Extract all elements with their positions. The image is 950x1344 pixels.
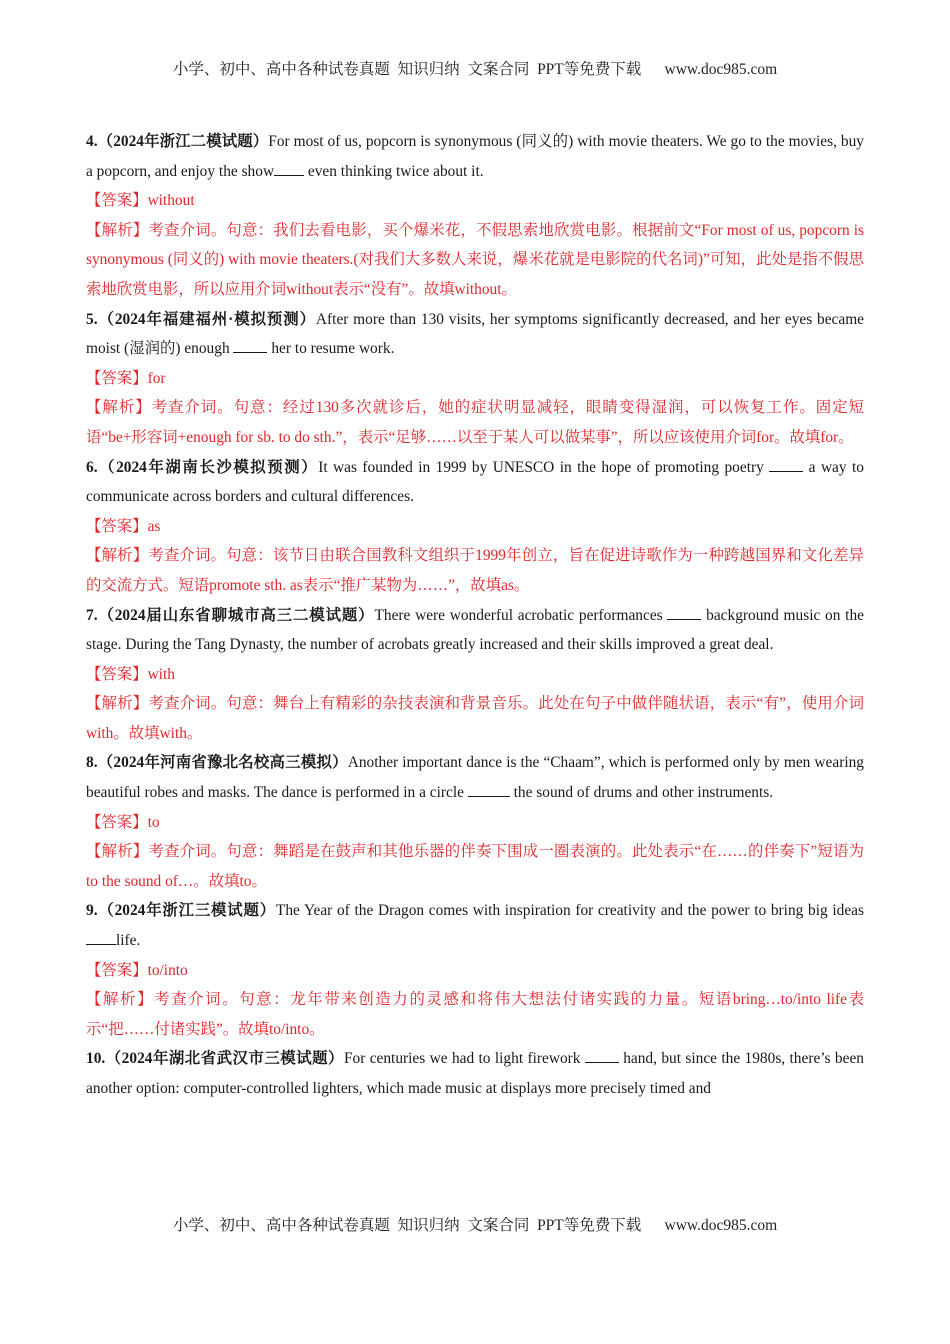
answer: 【答案】without [86,192,195,210]
question-text: hand, but since the 1980s, there’s been another option: computer-controlled lighters, which made music at displays more precisely timed and [86,1050,864,1097]
explanation: 【解析】考查介词。句意：该节日由联合国教科文组织于1999年创立，旨在促进诗歌作为一种跨越国界和文化差异的交流方式。短语promote sth. as表示“推广某物为……”，故填as。 [86,547,864,594]
question-tag: 5.（2024年福建福州·模拟预测） [86,310,316,328]
page-header: 小学、初中、高中各种试卷真题 知识归纳 文案合同 PPT等免费下载 www.doc985.com [172,61,778,78]
question-text: Another important dance is the “Chaam”, which is performed only by men wearing beautiful robes and masks. The dance is performed in a circle [86,754,865,802]
question-list [86,127,864,1104]
question-tag: 8.（2024年河南省豫北名校高三模拟） [86,754,348,772]
question-5 [86,305,864,364]
page-footer: 小学、初中、高中各种试卷真题 知识归纳 文案合同 PPT等免费下载 www.doc985.com [172,1217,778,1234]
question-text: It was founded in 1999 by UNESCO in the hope of promoting poetry [318,458,770,476]
answer: 【答案】for [86,369,166,387]
question-text: background music on the stage. During the Tang Dynasty, the number of acrobats greatly increased and their skills improved a great deal. [86,606,864,654]
answer: 【答案】to [86,813,160,831]
question-text: a way to communicate across borders and cultural differences. [86,458,864,506]
question-7 [86,601,864,660]
question-text: After more than 130 visits, her symptoms significantly decreased, and her eyes became moist (湿润的) enough [86,310,864,358]
explanation: 【解析】考查介词。句意：龙年带来创造力的灵感和将伟大想法付诸实践的力量。短语bring…to/into life表示“把……付诸实践”。故填to/into。 [86,991,864,1038]
question-4 [86,127,864,186]
question-tag: 9.（2024年浙江三模试题） [86,902,276,920]
question-text: For most of us, popcorn is synonymous (同义的) with movie theaters. We go to the movies, buy a popcorn, and enjoy the show [86,133,864,180]
question-6 [86,453,864,512]
question-text: her to resume work. [267,340,395,358]
answer-blank [585,1050,619,1063]
question-tag: 4.（2024年浙江二模试题） [86,133,269,150]
explanation: 【解析】考查介词。句意：舞蹈是在鼓声和其他乐器的伴奏下围成一圈表演的。此处表示“在……的伴奏下”短语为to the sound of…。故填to。 [86,843,864,890]
explanation: 【解析】考查介词。句意：舞台上有精彩的杂技表演和背景音乐。此处在句子中做伴随状语，表示“有”，使用介词with。故填with。 [86,695,864,742]
question-tag: 6.（2024年湖南长沙模拟预测） [86,458,319,476]
explanation: 【解析】考查介词。句意：经过130多次就诊后，她的症状明显减轻，眼睛变得湿润，可以恢复工作。固定短语“be+形容词+enough for sb. to do sth.”，表示“足够……以至于某人可以做某事”，所以应该使用介词for。故填for。 [86,399,864,446]
question-text: There were wonderful acrobatic performances [374,606,668,624]
answer-blank [274,163,304,176]
question-text: life. [116,932,141,950]
question-text: even thinking twice about it. [304,162,484,180]
answer-blank [233,340,267,353]
question-tag: 7.（2024届山东省聊城市高三二模试题） [86,606,375,624]
answer-blank [86,932,116,945]
question-text: The Year of the Dragon comes with inspiration for creativity and the power to bring big ideas [275,902,864,920]
answer: 【答案】with [86,665,175,683]
answer-blank [468,784,510,797]
answer: 【答案】as [86,517,161,535]
question-tag: 10.（2024年湖北省武汉市三模试题） [86,1050,344,1068]
question-9 [86,896,864,955]
answer: 【答案】to/into [86,961,188,979]
answer-blank [667,607,701,620]
question-text: the sound of drums and other instruments. [509,784,774,802]
question-text: For centuries we had to light firework [343,1050,585,1068]
question-8 [86,748,864,807]
explanation: 【解析】考查介词。句意：我们去看电影，买个爆米花，不假思索地欣赏电影。根据前文“For most of us, popcorn is synonymous (同义的) with movie theaters.(对我们大多数人来说，爆米花就是电影院的代名词)”可知，此处是指不假思索地欣赏电影，所以应用介词without表示“没有”。故填without。 [86,221,864,298]
answer-blank [769,459,803,472]
question-10 [86,1044,864,1103]
